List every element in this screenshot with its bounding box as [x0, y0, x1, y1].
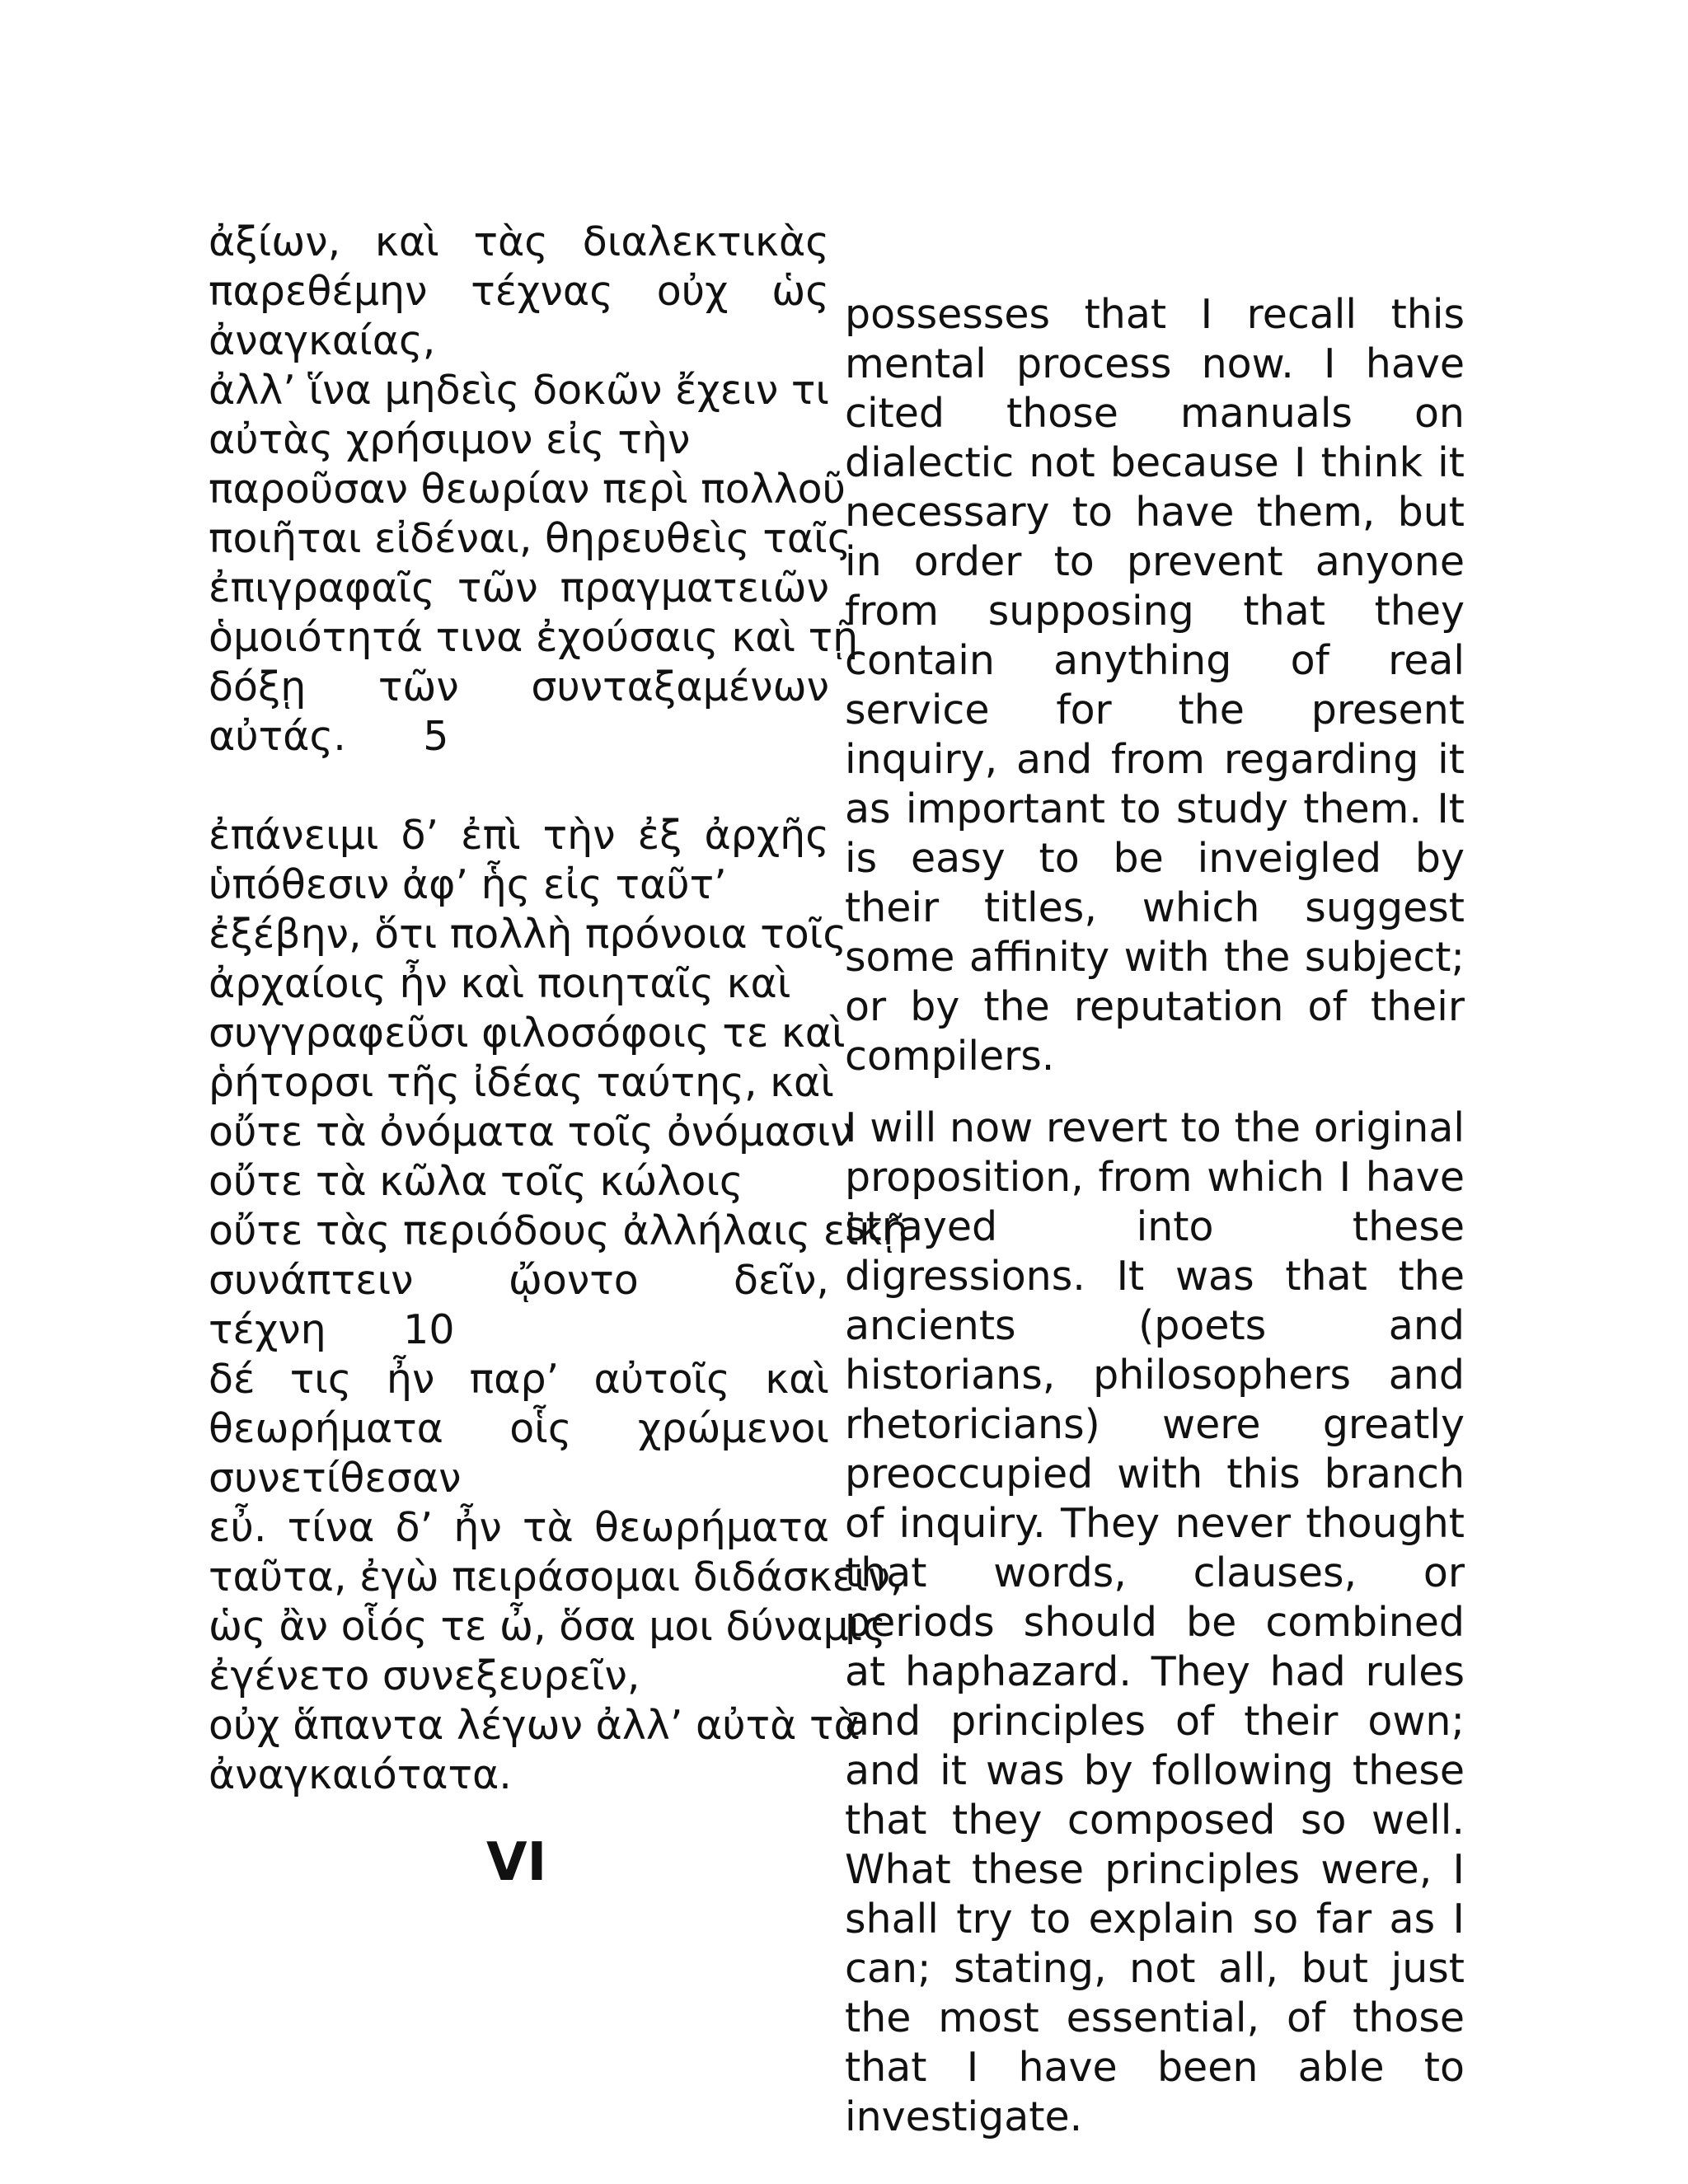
greek-line: παρεθέμην τέχνας οὐχ ὡς — [209, 268, 829, 315]
greek-line: ἀλλ’ ἵνα μηδεὶς δοκῶν ἔχειν τι — [209, 367, 829, 414]
greek-line: ἀξίων, καὶ τὰς διαλεκτικὰς — [209, 218, 829, 265]
greek-line: ἀναγκαίας, — [209, 317, 436, 364]
greek-text-column — [209, 218, 908, 1800]
greek-line: συνετίθεσαν — [209, 1455, 462, 1502]
section-heading: VI — [486, 1832, 547, 1893]
paragraph-gap — [209, 762, 829, 811]
greek-line: ὡς ἂν οἷός τε ὦ, ὅσα μοι δύναμις — [209, 1603, 886, 1650]
greek-line: ἐγένετο συνεξευρεῖν, — [209, 1652, 640, 1699]
greek-line: ἐπιγραφαῖς τῶν πραγματειῶν — [209, 565, 829, 612]
greek-paragraph-1 — [209, 218, 859, 762]
greek-line: οὐχ ἅπαντα λέγων ἀλλ’ αὐτὰ τὰ — [209, 1702, 860, 1749]
greek-line: ῥήτορσι τῆς ἰδέας ταύτης, καὶ — [209, 1059, 834, 1106]
greek-line: δέ τις ἦν παρ’ αὐτοῖς καὶ — [209, 1356, 829, 1403]
greek-line: ταῦτα, ἐγὼ πειράσομαι διδάσκειν, — [209, 1554, 903, 1601]
greek-paragraph-2 — [209, 811, 908, 1800]
greek-line: ἀρχαίοις ἦν καὶ ποιηταῖς καὶ — [209, 960, 791, 1007]
greek-line: δόξῃ τῶν συνταξαμένων — [209, 663, 829, 710]
english-paragraph-2: I will now revert to the original proposition, from which I have strayed into these digressions. It was that the ancients (poets and historians, philosophers and rhetoricians) were greatly preoccupied with this branch of inquiry. They never thought that words, clauses, or periods should be combined at haphazard. They had rules and principles of their own; and it was by following these that they composed so well. What these principles were, I shall try to explain so far as I can; stating, not all, but just the most essential, of those that I have been able to investigate. — [845, 1104, 1465, 2140]
greek-line: αὐτὰς χρήσιμον εἰς τὴν — [209, 416, 691, 463]
greek-line: ὁμοιότητά τινα ἐχούσαις καὶ τῇ — [209, 614, 859, 661]
english-paragraph-1: possesses that I recall this mental process now. I have cited those manuals on dialectic not because I think it necessary to have them, but in order to prevent anyone from supposing that they contain anything of real service for the present inquiry, and from regarding it as important to study them. It is easy to be inveigled by their titles, which suggest some affinity with the subject; or by the reputation of their compilers. — [845, 291, 1465, 1080]
greek-line: θεωρήματα οἷς χρώμενοι — [209, 1405, 829, 1452]
greek-line: ἀναγκαιότατα. — [209, 1751, 512, 1798]
english-translation-column — [845, 290, 1465, 2142]
greek-line: εὖ. τίνα δ’ ἦν τὰ θεωρήματα — [209, 1504, 829, 1551]
greek-line: οὔτε τὰ ὀνόματα τοῖς ὀνόμασιν — [209, 1108, 853, 1155]
greek-line-with-line-number: τέχνη 10 — [209, 1306, 455, 1353]
greek-line: ὑπόθεσιν ἀφ’ ἧς εἰς ταῦτ’ — [209, 861, 727, 908]
greek-line: οὔτε τὰς περιόδους ἀλλήλαις εἰκῇ — [209, 1207, 908, 1254]
greek-line: ἐπάνειμι δ’ ἐπὶ τὴν ἐξ ἀρχῆς — [209, 812, 829, 859]
greek-line: συνάπτειν ᾤοντο δεῖν, — [209, 1257, 829, 1304]
greek-line: ποιῆται εἰδέναι, θηρευθεὶς ταῖς — [209, 515, 851, 562]
greek-line: οὔτε τὰ κῶλα τοῖς κώλοις — [209, 1158, 743, 1205]
greek-line: συγγραφεῦσι φιλοσόφοις τε καὶ — [209, 1010, 846, 1057]
greek-line-with-line-number: αὐτάς. 5 — [209, 713, 449, 760]
greek-line: ἐξέβην, ὅτι πολλὴ πρόνοια τοῖς — [209, 911, 847, 958]
greek-line: παροῦσαν θεωρίαν περὶ πολλοῦ — [209, 466, 846, 513]
